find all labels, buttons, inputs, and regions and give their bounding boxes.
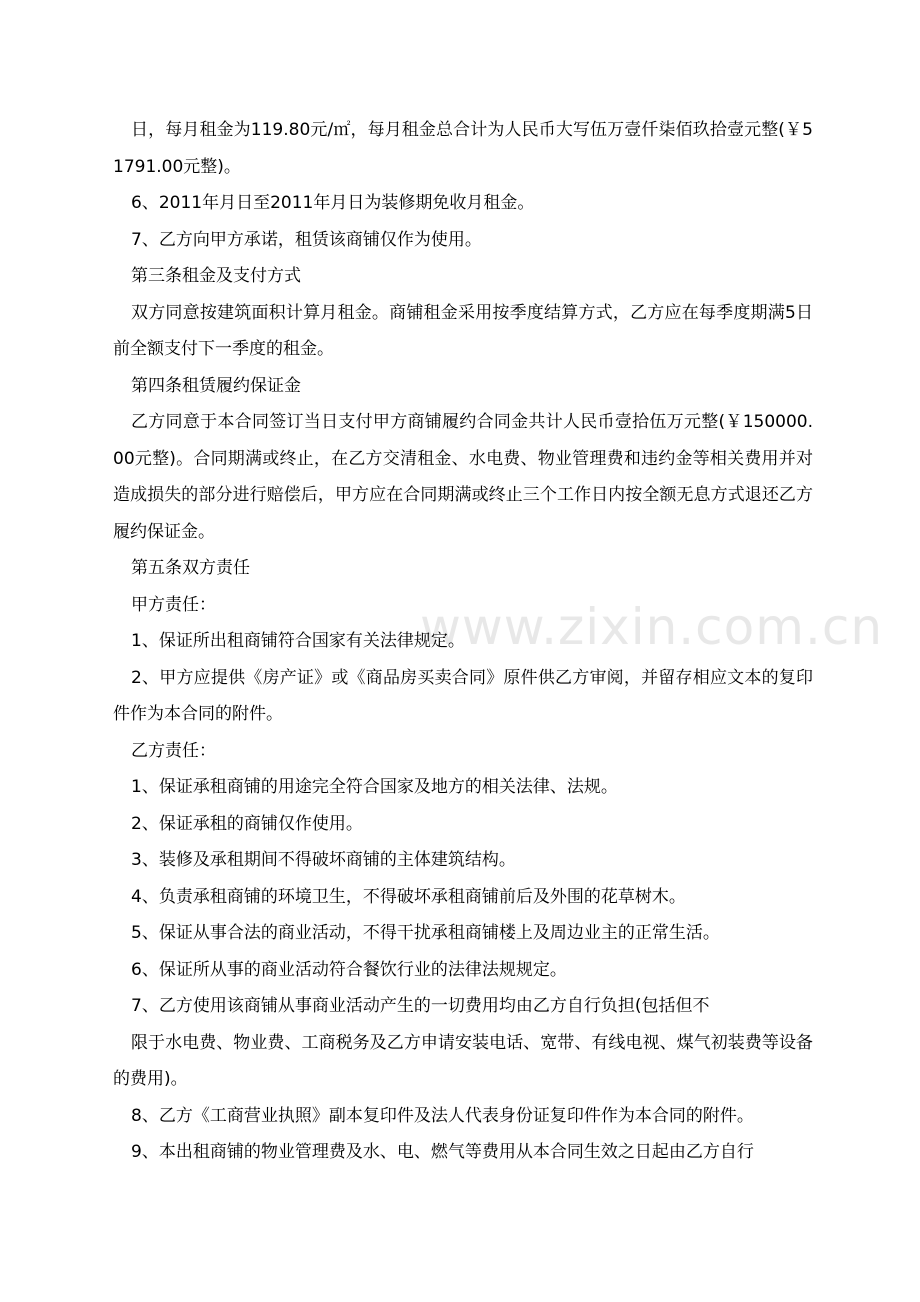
party-b-responsibilities-title: 乙方责任：: [131, 740, 216, 761]
party-b-item-3: 3、装修及承租期间不得破坏商铺的主体建筑结构。: [131, 850, 516, 870]
party-b-item-6: 6、保证所从事的商业活动符合餐饮行业的法律法规规定。: [131, 959, 567, 980]
document-body: [113, 112, 813, 1171]
party-b-item-1: 1、保证承租商铺的用途完全符合国家及地方的相关法律、法规。: [131, 777, 618, 797]
party-b-item-5: 5、保证从事合法的商业活动，不得干扰承租商铺楼上及周边业主的正常生活。: [131, 923, 720, 943]
party-a-responsibilities-title: 甲方责任：: [131, 594, 216, 615]
article-3-body: 双方同意按建筑面积计算月租金。商铺租金采用按季度结算方式，乙方应在每季度期满5日前全额支付下一季度的租金。: [113, 302, 813, 359]
party-a-item-2: 2、甲方应提供《房产证》或《商品房买卖合同》原件供乙方审阅，并留存相应文本的复印件作为本合同的附件。: [113, 667, 813, 724]
article-3-title: 第三条租金及支付方式: [131, 266, 301, 286]
paragraph-item-6: 6、2011年月日至2011年月日为装修期免收月租金。: [131, 193, 535, 213]
party-b-item-7-line-1: 7、乙方使用该商铺从事商业活动产生的一切费用均由乙方自行负担(包括但不: [131, 996, 710, 1016]
party-b-item-9: 9、本出租商铺的物业管理费及水、电、燃气等费用从本合同生效之日起由乙方自行: [131, 1142, 754, 1162]
article-5-title: 第五条双方责任: [131, 558, 250, 578]
party-a-item-1: 1、保证所出租商铺符合国家有关法律规定。: [131, 631, 465, 651]
party-b-item-2: 2、保证承租的商铺仅作使用。: [131, 813, 363, 834]
party-b-item-8: 8、乙方《工商营业执照》副本复印件及法人代表身份证复印件作为本合同的附件。: [131, 1105, 754, 1126]
paragraph-item-7: 7、乙方向甲方承诺，租赁该商铺仅作为使用。: [131, 229, 482, 250]
article-4-title: 第四条租赁履约保证金: [131, 375, 301, 396]
article-4-body: 乙方同意于本合同签订当日支付甲方商铺履约合同金共计人民币壹拾伍万元整(￥150000.00元整)。合同期满或终止，在乙方交清租金、水电费、物业管理费和违约金等相关费用并对造成损失的部分进行赔偿后，甲方应在合同期满或终止三个工作日内按全额无息方式退还乙方履约保证金。: [113, 412, 813, 542]
watermark: www.zixin.com.cn: [420, 598, 884, 656]
paragraph-rent-monthly: 日，每月租金为119.80元/㎡，每月租金总合计为人民币大写伍万壹仟柒佰玖拾壹元整(￥51791.00元整)。: [113, 120, 813, 177]
party-b-item-4: 4、负责承租商铺的环境卫生，不得破坏承租商铺前后及外围的花草树木。: [131, 886, 686, 907]
party-b-item-7-continuation: 限于水电费、物业费、工商税务及乙方申请安装电话、宽带、有线电视、煤气初装费等设备的费用)。: [113, 1032, 813, 1089]
